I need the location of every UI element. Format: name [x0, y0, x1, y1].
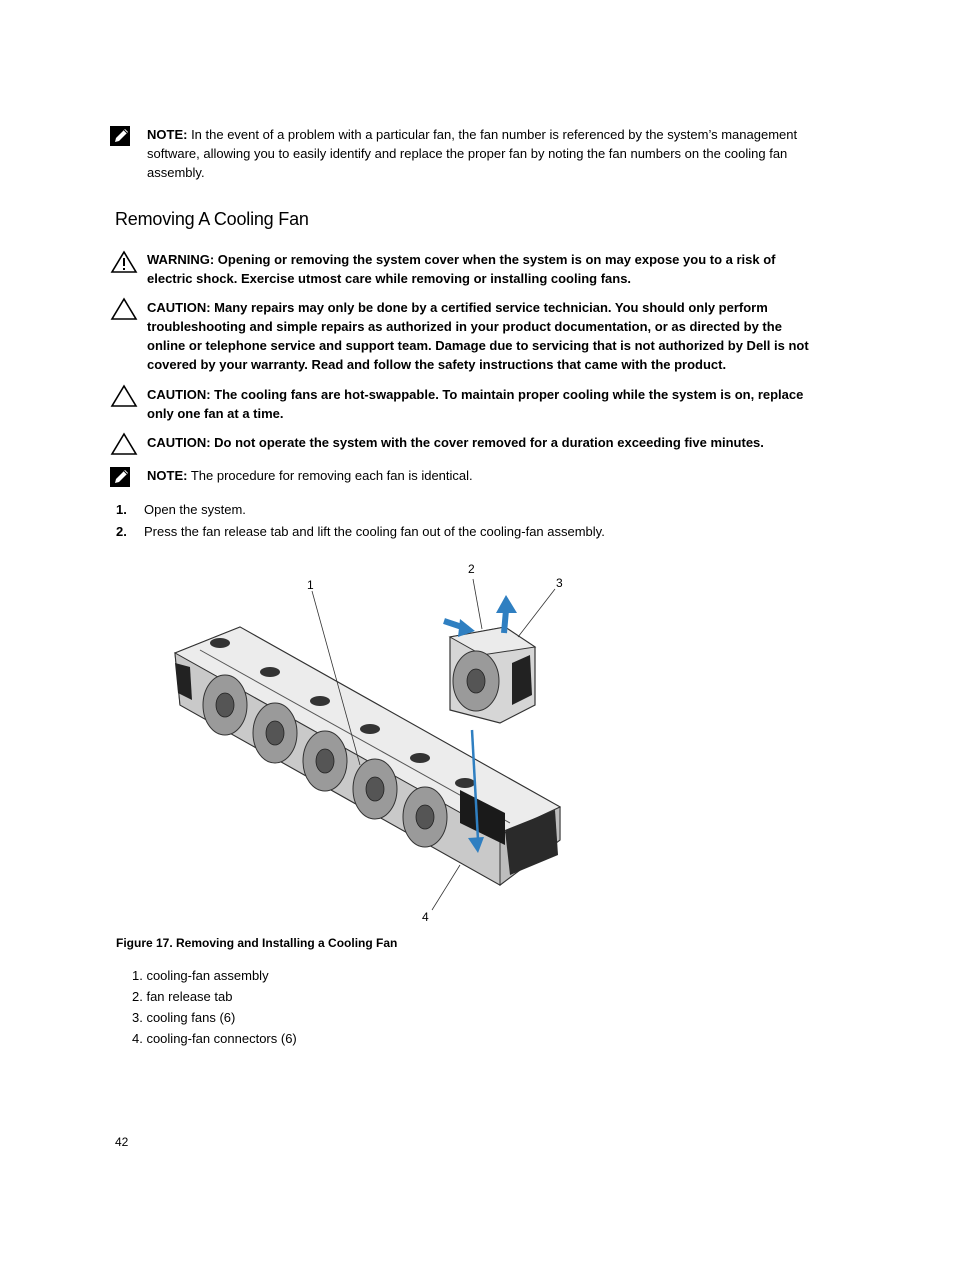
callout-3: 3: [556, 576, 563, 590]
warning-triangle-icon: [110, 250, 136, 274]
callout-2: 2: [468, 562, 475, 576]
caution-five-minutes: CAUTION: Do not operate the system with the cover removed for a duration exceeding five minutes.: [147, 435, 764, 450]
legend-item: 4. cooling-fan connectors (6): [132, 1031, 297, 1046]
section-title: Removing A Cooling Fan: [115, 209, 309, 229]
callout-1: 1: [307, 578, 314, 592]
note-1-label: NOTE:: [147, 127, 188, 142]
note-1: [147, 125, 807, 182]
step-1-text: Open the system.: [144, 502, 246, 517]
note-pencil-icon: [109, 125, 135, 149]
figure-cooling-fan-illustration: [160, 555, 580, 925]
callout-4: 4: [422, 910, 429, 924]
caution-triangle-icon: [110, 432, 136, 456]
legend-item: 1. cooling-fan assembly: [132, 968, 269, 983]
step-2-text: Press the fan release tab and lift the cooling fan out of the cooling-fan assembly.: [144, 524, 605, 539]
note-2: [147, 466, 807, 485]
figure-caption: Figure 17. Removing and Installing a Cooling Fan: [116, 936, 398, 950]
note-2-body: The procedure for removing each fan is identical.: [187, 468, 473, 483]
legend-item: 2. fan release tab: [132, 989, 233, 1004]
caution-hot-swappable: CAUTION: The cooling fans are hot-swappable. To maintain proper cooling while the system is on, replace only one fan at a time.: [147, 387, 804, 421]
note-pencil-icon: [109, 466, 135, 490]
note-1-body: In the event of a problem with a particular fan, the fan number is referenced by the system’s management software, allowing you to easily identify and replace the proper fan by noting the fan numbers on the cooling fan assembly.: [147, 127, 798, 180]
legend-item: 3. cooling fans (6): [132, 1010, 236, 1025]
caution-triangle-icon: [110, 297, 136, 321]
caution-certified-technician: CAUTION: Many repairs may only be done by a certified service technician. You should only perform troubleshooting and simple repairs as authorized in your product documentation, or as directed by the online or telephone service and support team. Damage due to servicing that is not authorized by Dell is not covered by your warranty. Read and follow the safety instructions that came with the product.: [147, 300, 809, 372]
figure-legend: [132, 965, 297, 1049]
step-2-number: 2.: [116, 524, 127, 539]
step-1-number: 1.: [116, 502, 127, 517]
caution-triangle-icon: [110, 384, 136, 408]
warning-shock: WARNING: Opening or removing the system cover when the system is on may expose you to a risk of electric shock. Exercise utmost care while removing or installing cooling fans.: [147, 252, 776, 286]
note-2-label: NOTE:: [147, 468, 188, 483]
page-number: 42: [115, 1135, 129, 1149]
